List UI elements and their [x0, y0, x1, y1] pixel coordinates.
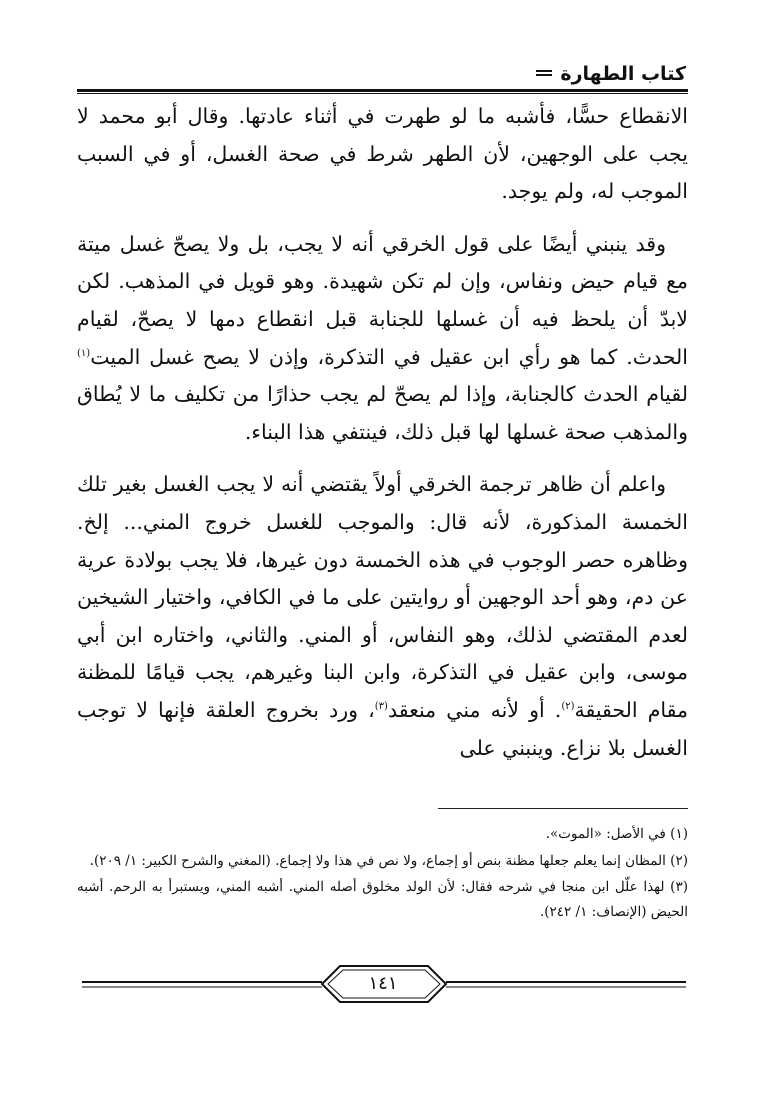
footnote-3: (٣) لهذا علّل ابن منجا في شرحه فقال: لأن الولد مخلوق أصله المني. أشبه المني، ويستبرأ به الرحم. أشبه الحيض (الإنصاف: ١/ ٢٤٢).: [77, 879, 688, 920]
main-text: [77, 98, 688, 767]
paragraph-1: [77, 98, 688, 211]
paragraph-2: [77, 226, 688, 452]
header-ornament-icon: [536, 70, 552, 79]
running-header: [536, 62, 686, 86]
footnote-2: (٢) المظان إنما يعلم جعلها مظنة بنص أو إجماع، ولا نص في هذا ولا إجماع. (المغني والشرح الكبير: ١/ ٢٠٩).: [89, 852, 688, 869]
footnotes: [77, 822, 688, 926]
paragraph-1-text: الانقطاع حسًّا، فأشبه ما لو طهرت في أثناء عادتها. وقال أبو محمد لا يجب على الوجهين، لأن الطهر شرط في صحة الغسل، أو في السبب الموجب له، ولم يوجد.: [77, 104, 688, 204]
footnote-separator: [438, 808, 688, 809]
header-rule: [77, 89, 688, 94]
running-title: كتاب الطهارة: [560, 63, 686, 85]
page-number: ١٤١: [368, 973, 398, 994]
paragraph-3-text-a: واعلم أن ظاهر ترجمة الخرقي أولاً يقتضي أنه لا يجب الغسل بغير تلك الخمسة المذكورة، لأنه قال: والموجب للغسل خروج المني... إلخ. وظاهره حصر الوجوب في هذه الخمسة دون غيرها، فلا يجب بولادة عرية عن دم، وهو أحد الوجهين أو روايتين على ما في الكافي، واختيار الشيخين لعدم المقتضي لذلك، وهو النفاس، أو المني. والثاني، واختاره ابن أبي موسى، وابن عقيل في التذكرة، وابن البنا وغيرهم، يجب قيامًا للمظنة مقام الحقيقة: [77, 472, 688, 722]
paragraph-3-text-c: ، ورد بخروج العلقة فإنها لا توجب الغسل بلا نزاع. وينبني على: [77, 697, 688, 760]
footnote-ref-2: (٢): [561, 701, 575, 713]
paragraph-3: [77, 466, 688, 767]
footnote-1: (١) في الأصل: «الموت».: [545, 826, 688, 842]
paragraph-2-text-b: لقيام الحدث كالجنابة، وإذا لم يصحّ لم يجب حذارًا من تكليف ما لا يُطاق والمذهب صحة غسلها لها قبل ذلك، فينتفي هذا البناء.: [77, 382, 688, 444]
paragraph-2-text-a: وقد ينبني أيضًا على قول الخرقي أنه لا يجب، بل ولا يصحّ غسل ميتة مع قيام حيض ونفاس، وإن لم تكن شهيدة. وهو قويل في المذهب. لكن لابدّ أن يلحظ فيه أن غسلها للجنابة قبل انقطاع دمها لا يصحّ، لقيام الحدث. كما هو رأي ابن عقيل في التذكرة، وإذن لا يصح غسل الميت: [77, 231, 688, 369]
footnote-ref-3: (٣): [374, 701, 388, 713]
footnote-ref-1: (١): [77, 347, 91, 359]
paragraph-3-text-b: . أو لأنه مني منعقد: [387, 697, 562, 722]
